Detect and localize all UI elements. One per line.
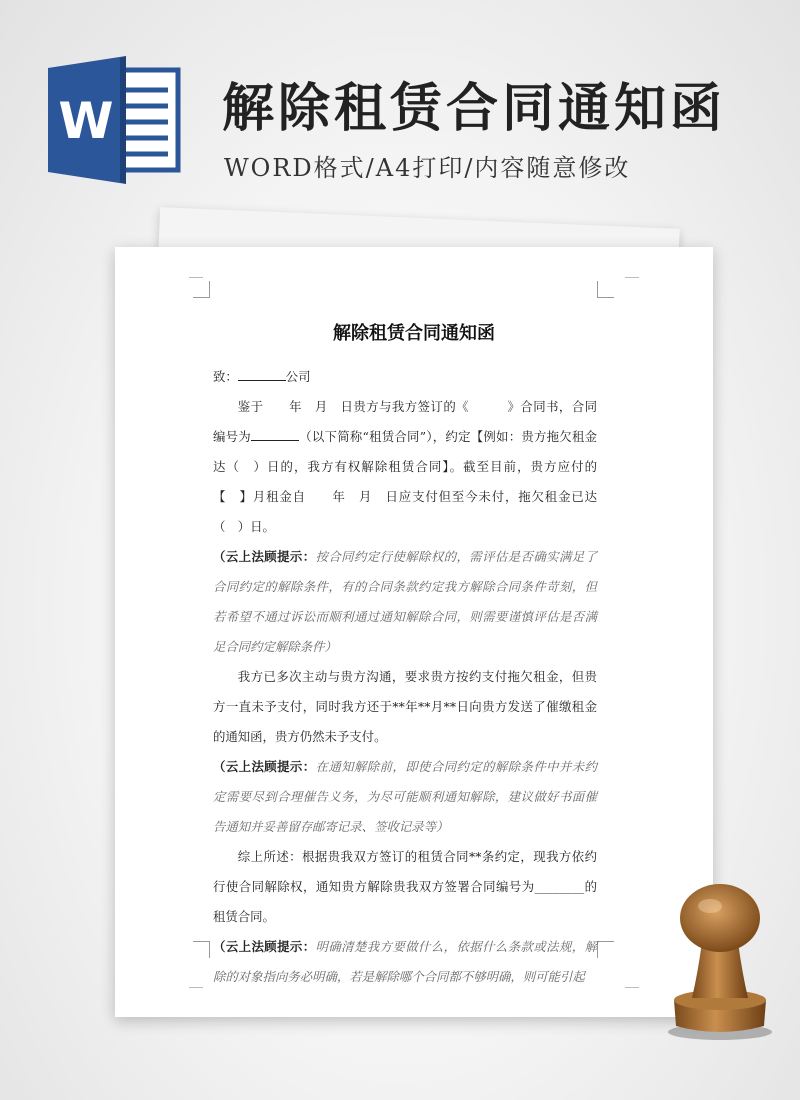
legal-tip-2-text: 在通知解除前，即使合同约定的解除条件中并未约定需要尽到合理催告义务，为尽可能顺利通知解除，建议做好书面催告通知并妥善留存邮寄记录、签收记录等）	[213, 759, 598, 834]
hero-subtitle: WORD格式/A4打印/内容随意修改	[224, 154, 631, 182]
legal-tip-3-text: 明确清楚我方要做什么，依据什么条款或法规，解除的对象指向务必明确，若是解除哪个合同都不够明确，则可能引起	[213, 939, 598, 984]
salutation	[213, 362, 597, 392]
crop-mark-bottom-right	[597, 941, 614, 958]
paragraph-1	[213, 392, 597, 542]
paragraph-1-continued: （以下简称“租赁合同”），约定【例如：贵方拖欠租金达（ ）日的，我方有权解除租赁合同】。截至目前，贵方应付的【 】月租金自 年 月 日应支付但至今未付，拖欠租金已达（ ）日。	[213, 429, 598, 534]
margin-tick	[625, 987, 639, 988]
document-body	[213, 362, 597, 992]
document-page	[115, 247, 713, 1017]
wooden-stamp-icon	[652, 872, 782, 1042]
legal-tip-1	[213, 542, 597, 662]
legal-tip-2-label: （云上法顾提示：	[213, 759, 316, 774]
paragraph-1-text: 鉴于 年 月 日贵方与我方签订的《 》合同书，合同编号为	[213, 399, 597, 444]
salutation-prefix: 致：	[213, 369, 238, 384]
salutation-suffix: 公司	[285, 369, 311, 384]
legal-tip-1-text: 按合同约定行使解除权的，需评估是否确实满足了合同约定的解除条件，有的合同条款约定我方解除合同条件苛刻，但若希望不通过诉讼而顺利通过通知解除合同，则需要谨慎评估是否满足合同约定解除条件）	[213, 549, 598, 654]
company-blank	[238, 367, 286, 381]
word-icon-letter: W	[58, 92, 114, 150]
crop-mark-top-right	[597, 281, 614, 298]
hero-title: 解除租赁合同通知函	[222, 79, 727, 139]
margin-tick	[189, 277, 203, 278]
legal-tip-3-label: （云上法顾提示：	[213, 939, 316, 954]
contract-number-blank	[251, 427, 299, 441]
paragraph-3: 综上所述：根据贵我双方签订的租赁合同**条约定，现我方依约行使合同解除权，通知贵方解除贵我双方签署合同编号为________的租赁合同。	[213, 849, 597, 924]
crop-mark-bottom-left	[193, 941, 210, 958]
document-title: 解除租赁合同通知函	[333, 323, 495, 344]
paragraph-2: 我方已多次主动与贵方沟通，要求贵方按约支付拖欠租金，但贵方一直未予支付，同时我方还于**年**月**日向贵方发送了催缴租金的通知函，贵方仍然未予支付。	[213, 669, 597, 744]
margin-tick	[625, 277, 639, 278]
crop-mark-top-left	[193, 281, 210, 298]
word-document-icon	[48, 56, 184, 184]
legal-tip-1-label: （云上法顾提示：	[213, 549, 316, 564]
margin-tick	[189, 987, 203, 988]
legal-tip-2	[213, 752, 597, 842]
legal-tip-3	[213, 932, 597, 992]
